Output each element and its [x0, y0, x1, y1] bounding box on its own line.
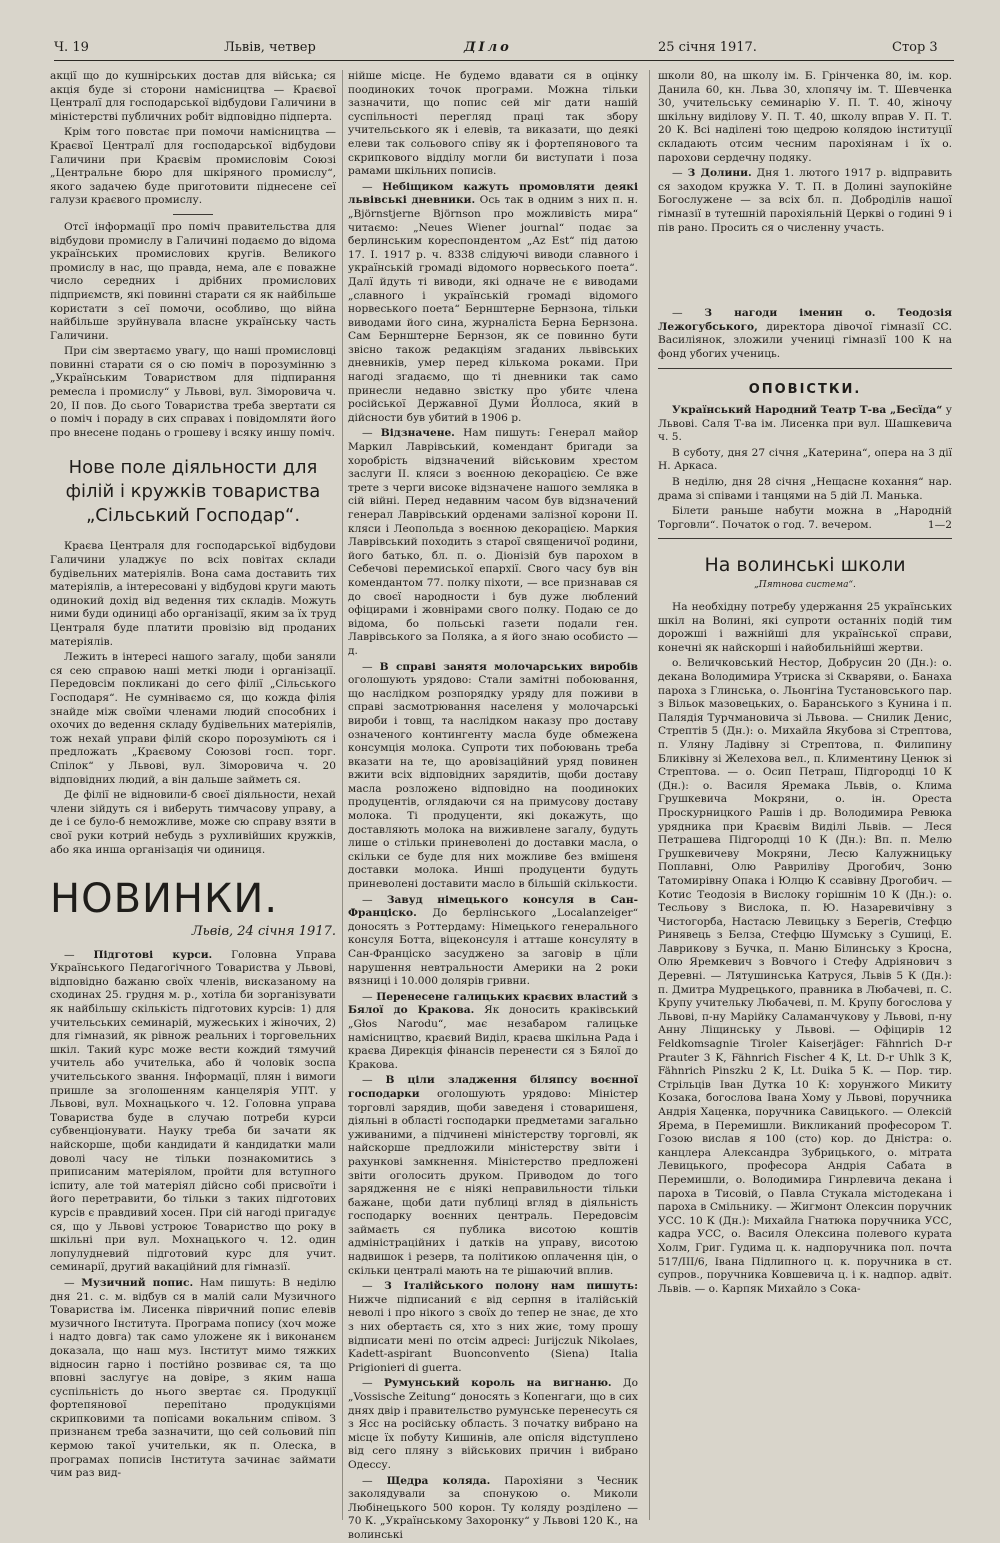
blank-space — [658, 237, 952, 307]
announcement — [658, 505, 952, 532]
masthead-title: ДІло — [464, 40, 512, 55]
issue-date: 25 січня 1917. — [658, 40, 757, 55]
announcement-text: у Львові. Саля Т-ва ім. Лисенка при вул. Шашкевича ч. 5. — [658, 404, 952, 444]
article-heading: На волинські школи — [704, 554, 906, 577]
column-divider — [342, 70, 343, 1520]
announcement: В неділю, дня 28 січня „Нещасне кохання“ нар. драма зі співами і танцями на 5 дій Л. Манька. — [658, 476, 952, 502]
paragraph: При сім звертаємо увагу, що наші промисловці повинні старати ся о сю поміч в порозумінню з „Українським Товариством для підпирання ремесла і промислу“ у Львові, вул. Зіморовича ч. 20, II пов. До сього Товариства треба звертати ся о поміч і пораду в сих справах і повідомляти його про внесене подань о грошеву і всяку иншу поміч. — [50, 345, 336, 439]
news-item-title: Підготові курси. — [93, 948, 213, 961]
dateline: Львів, 24 січня 1917. — [191, 924, 336, 940]
news-item-title: Небіщиком кажуть промовляти деякі львівські дневники. — [348, 180, 638, 207]
news-item: — З нагоди іменин о. Теодозія Лежогубського, директора дівочої гімназії СС. Василіянок, зложили учениці гімназії 100 К на фонд убогих учениць. — [658, 307, 952, 360]
news-item: — Перенесене галицьких краєвих властий з Бялої до Кракова. Як доносить краківський „Głos Narodu“, має незабаром галицьке намісництво, краєвий Виділ, краєва шкільна Рада і краєва Дирекція фінансів перенести ся з Бялої до Кракова. — [348, 990, 638, 1071]
news-item-text: оголошують урядово: Стали замітні побоювання, що наслідком розпорядку уряду для поживи в справі засмотрювання населеня у молочарські вироби і товщ, та наслідком наказу про доставу означеного контингенту масла буде обмежена консумція молока. Супроти тих побоювань треба вказати на те, що аровізаційний уряд повинен вжити всіх відповідних зарядитів, щоби доставу масла розложено відповідно на поодиноких продуцентів, оглядаючи ся на примусову доставу молока. Ті продуценти, які докажуть, що доставляють молока на виживлене загалу, будуть лише о стільки приневолені до доставки масла, о скільки се буде для них можливе без вмішеня доставки молока. Инші продуценти будуть приневолені доставити масло в більшій скількости. — [348, 674, 638, 891]
news-item: — Завуд німецького консуля в Сан-Франціско. До берлінського „Localanzeiger“ доносять з Роттердаму: Німецького генерального консуля Ботта, віцеконсуля і атташе консуляту в Сан-Франціско засуджено за заговір в цїли нарушення невтральности Америки на 2 роки вязниці і 10.000 долярів гривни. — [348, 893, 638, 988]
news-item-text: Парохіяни з Чесник заколядували за спонукою о. Миколи Любінецького 500 корон. Ту коляду розділено — 70 К. „Українському Захоронку“ у Львові 120 К., на волинські — [348, 1474, 639, 1541]
city-day: Львів, четвер — [224, 40, 316, 55]
news-item-title: В ціли зладження біляпсу воєнної господарки — [348, 1074, 638, 1100]
divider — [173, 214, 213, 215]
news-item: — Небіщиком кажуть промовляти деякі львівські дневники. Ось так в одним з них п. н. „Björnstjerne Björnson про можливість мира“ читаємо: „Neues Wiener journal“ подає за берлинським кореспондентом „Az Est“ під датою 17. I. 1917 р. ч. 8338 слідуючі виводи славного і українській громаді відомого норвеського поета“. Далї йдуть ті виводи, які одначе не є виводами „славного і українській громаді відомого норвеського поета“ Бернштерне Бернзона, тільки виводами його сина, журналіста Берна Бернзона. Сам Бернштерне Бернзон, як се повинно бути звісно також редакціям згаданих львівських дневників, умер перед кількома роками. При нагоді згадаємо, що ті дневники так само принесли недавно звістку про убитє члена російської Державної Думи Йоллоса, який в дійсности був убитий в 1906 р. — [348, 180, 638, 424]
news-item: — В ціли зладження біляпсу воєнної господарки оголошують урядово: Міністер торговлі зарядив, щоби заведеня і стоваришеня, діяльні в області господарки предметами загально уживаними, а підчинені міністерству торговлі, як найскорше предложили міністерству звіти і рахункові замкнення. Міністерство предложені звіти оголосить друком. Приводом до того зарядження не є ніякі неправильности тільки бажане, щоби дати публиці вгляд в діяльність господарку воєнних централь. Передовсім займаєть ся публика висотою коштів адміністраційних і датків на управу, висотою надвишок і резерв, та політикою оплачення цін, о скільки централі мають на те рішаючий вплив. — [348, 1074, 638, 1277]
page-header — [54, 40, 954, 61]
paragraph: Лежить в інтересі нашого загалу, щоби заняли ся сею справою наші меткі люди і організації. Передовсім покликані до сего філії „Сільського Господаря“. Не сумніваємо ся, що кожда філія знайде між своїми членами людий способних і охочих до ведення складу будівельних матеріялів, тож нехай управи філій скоро порозуміють ся і предложать „Краєвому Союзові госп. торг. Спілок“ у Львові, вул. Зіморовича ч. 20 відповідних людий, а він дальше займеть ся. — [50, 651, 336, 786]
news-item-text: Дня 1. лютого 1917 р. відправить ся заходом кружка У. Т. П. в Долині заупокійне Богослужене — за всіх бл. п. Доброділів нашої гімназії в тутешній парохіяльній Церкві о годині 9 і пів рано. Просить ся о численну участь. — [658, 167, 953, 234]
column-3 — [658, 70, 952, 1520]
news-item-title: Музичний попис. — [81, 1276, 194, 1289]
news-item: — Відзначене. Нам пишуть: Генерал майор Маркил Лаврівський, комендант бригади за хоробрість відзначений військовим хрестом заслуги II. кляси з воєнною декорацією. Се вже трете з черги високе відзначене нашого земляка в сій війні. Перед недавним часом був відзначений генерал Лаврівський орденами залізної корони II. кляси і Леопольда з воєнною декорацією. Маркия Лаврівський походить з старої священичої родини, його батько, бл. п. о. Діонізій був парохом в Себечові перемиської епархії. Свого часу був він комендантом 77. полку піхоти, — все признавав ся до своєї народности і був дуже люблений офіцирами і жовнірами свого полку. Подаю се до відома, бо польські газети подали ген. Лаврівського за Поляка, а я його знаю особисто — д. — [348, 427, 639, 657]
news-item-text: директора дівочої гімназії СС. Василіянок, зложили учениці гімназії 100 К на фонд убогих учениць. — [658, 320, 952, 360]
news-item-text: Нижче підписаний є від серпня в італійській неволі і про нікого з своїх до тепер не знає, де хто з них обертаєть ся, хто з них жиє, тому прошу відписати мені по отсім адресі: Jurijczuk Nikolaes, Kadett-aspirant Buonconvento (Siena) Italia Prigionieri di guerra. — [348, 1293, 638, 1374]
issue-number: Ч. 19 — [54, 40, 89, 55]
news-item-text: Ось так в одним з них п. н. „Björnstjerne Björnson про можливість мира“ читаємо: „Neues Wiener journal“ подає за берлинським кореспондентом „Az Est“ під датою 17. I. 1917 р. ч. 8338 слідуючі виводи славного і українській громаді відомого норвеського поета“. Далї йдуть ті виводи, які одначе не є виводами „славного і українській громаді відомого норвеського поета“ Бернштерне Бернзона, тільки виводами його сина, журналіста Берна Бернзона. Сам Бернштерне Бернзон, як се повинно бути звісно також редакціям згаданих львівських дневників, умер перед кількома роками. При нагоді згадаємо, що ті дневники так само принесли недавно звістку про убитє члена російської Державної Думи Йоллоса, який в дійсности був убитий в 1906 р. — [348, 194, 638, 424]
section-heading-news: НОВИНКИ. — [50, 876, 279, 923]
column-2 — [348, 70, 639, 1541]
news-item-text: Головна Управа Українського Педагогічного Товариства у Львові, відповідно бажаню своїх членів, висказаному на сходинах 25. грудня м. р., хотіла би зорганізувати як найбільшу скількість підготових курсів: 1) для учительських семинарій, мужеських і жіночих, 2) для гімназий, як рівнож реальних і торговельних шкіл. Такий курс може вести кождий тямучий учитель або учителька, або й чоловік зоспа учительського звання. Інформації, плян і вимоги пришле за зголошенням канцелярія УПТ. у Львові, вул. Мохнацького ч. 12. Головна управа Товариства буде в случаю потреби курси субвенціонувати. Науку треба би зачати як найскорше, щоби кандидати й кандидатки мали доволі часу не тільки познакомитись з приписаним матеріялом, пройти для вступного іспиту, але той матеріял дійсно собі присвоїти і його перетравити, бо тільки з таких підготових курсів є правдивий хосен. При сій нагоді пригадує ся, що у Львові устроює Товариство що року в шкільні при вул. Мохнацького ч. 12. один лопулудневий підготовий курс для учит. семинарії, другий вакаційний для гімназії. — [50, 948, 337, 1274]
news-item-title: Румунський король на вигнаню. — [383, 1377, 612, 1390]
paragraph: акції що до кушнірських достав для війська; ся акція буде зі сторони намісництва — Краєвої Централї для господарської відбудови Галичини в міністерстві публичних робіт відповідно підперта. — [50, 70, 336, 123]
paragraph: Краєва Централя для господарської відбудови Галичини уладжує по всіх повітах склади будівельних матеріялів. Вона сама доставить тих матеріялів, а інтересовані у відбудові круги мають одинокий дохід від ведення тих складів. Можуть ними буди одиниці або організації, яким за їх труд Централя буде платити провізію від проданих матеріялів. — [50, 540, 336, 648]
announcement-number: 1—2 — [927, 518, 952, 531]
announcement-title: Український Народний Театр Т-ва „Бесїда“ — [672, 404, 943, 417]
announcement-text: Білети раньше набути можна в „Народній Торговли“. Початок о год. 7. вечером. — [658, 505, 952, 531]
paragraph: нійше місце. Не будемо вдавати ся в оцінку поодиноких точок програми. Можна тільки зазначити, що попис сей міг дати нашій суспільності перегляд праці так збору учительського як і елевів, та виказати, що деякі елеви так сольового співу як і фортепянового та скрипкового відділу могли би виступати і поза рамами шкільних пописів. — [348, 70, 638, 178]
news-item-title: З Долини. — [687, 167, 752, 180]
paragraph: Де філії не відновили-б своєї діяльности, нехай члени зійдуть ся і виберуть тимчасову управу, а де і се було-б неможливе, може сю справу взяти в свої руки котрий небудь з рухливійших кружків, або яка инша організація чи одиниця. — [50, 789, 336, 856]
news-item-title: Відзначене. — [380, 427, 455, 440]
news-item-title: Перенесене галицьких краєвих властий з Бялої до Кракова. — [348, 990, 638, 1017]
donation-list: о. Величковський Нестор, Добрусин 20 (Дн.): о. декана Володимира Утриска зі Скваряви, о. Банаха пароха з Глинська, о. Льонгіна Тустановського пар. з Вільок мазовецьких, о. Баранського з Кунина і п. Палядія Турчмановича зі Львова. — Снилик Денис, Стрептів 5 (Дн.): о. Михайла Якубова зі Стрептова, п. Уляну Ладівну зі Стрептова, п. Филипину Бликівну зі Желехова вел., п. Климентину Ценюк зі Стрептова. — о. Осип Петраш, Підгородці 10 К (Дн.): о. Василя Яремака Львів, о. Клима Грушкевича Мокряни, о. ін. Ореста Проскурницкого Рашів і др. Володимира Ревюка урядника при Краєвім Виділі Львів. — Леся Петрашева Підгородці 10 К (Дн.): Вп. п. Мелю Грушкевичеву Мокряни, Лесю Калужницьку Поплавні, Олю Равриліву Дрогобич, Зоню Татомирівну Опака і Юлцю К ссавівну Дрогобич. — Котис Теодозія в Вислоку горішнім 10 К (Дн.): о. Тесльову з Вислока, п. Ю. Назаревичівну з Чистогорба, Настасю Левицьку з Берегів, Стефцю Ринявець з Белза, Стефцю Шумську з Сушиці, Е. Лаврикову з Бучка, п. Маню Білинську з Кросна, Олю Яремкевич з Вовчого і Стефу Адріянович з Деревні. — Лятушинська Катруся, Львів 5 К (Дн.): п. Дмитра Мудрецького, правника в Любачеві, п. С. Крупу учительку Любачеві, п. М. Крупу богослова у Львові, п-ну Марійку Саламанчукову у Львові, п-ну Анну Ліщинську у Львові. — Офіцирів 12 Feldkomsagnie Tiroler Kaiserjäger: Fähnrich D-r Prauter 3 K, Fähnrich Fischer 4 K, Lt. D-r Uhlk 3 K, Fähnrich Pinszku 2 K, Lt. Duika 5 K. — Пор. тир. Стрільців Іван Дутка 10 К: хорунжого Микиту Козака, богослова Івана Хому у Львові, поручника Андрія Хаценка, поручника Савицького. — Олексій Ярема, в Перемишли. Викликаний професором Т. Гозою вислав я 100 (сто) кор. до Дністра: о. канцлера Александра Зубрицького, о. мітрата Левицького, професора Андрія Сабата в Перемишли, о. Володимира Гинрлевича декана і пароха в Тисовій, о Павла Стукала містодекана і пароха в Смільнику. — Жигмонт Олексин поручник УСС. 10 К (Дн.): Михайла Гнатюка поручника УСС, кадра УСС, о. Василя Олексина полевого курата Холм, Григ. Гудима ц. к. надпоручника пол. почта 517/III/6, Івана Підлипного ц. к. поручника в ст. супров., поручника Ковшевича ц. і к. надпор. адвіт. Львів. — о. Карпяк Михайло з Сока- — [658, 657, 952, 1295]
divider — [658, 538, 952, 539]
divider — [658, 368, 952, 369]
news-item: — Румунський король на вигнаню. До „Vossische Zeitung“ доносять з Копенгаги, що в сих днях двір і правительство румунське перенесуть ся з Ясс на російську область. З початку вибрано на місце їх побуту Кишинів, але опісля відступлено від сего пляну з військових причин і вибрано Одессу. — [348, 1377, 638, 1471]
announcements-heading: ОПОВІСТКИ. — [748, 381, 862, 397]
paragraph: Отсї інформації про поміч правительства для відбудови промислу в Галичині подаємо до відома українських промислових кругів. Великого промислу в нас, що правда, нема, але є поважне число середних і дрібних промислових підприємств, які повинні старати ся як найбільше користати з сеї помочи, особливо, що війна найбільше зруйнувала власне українську часть Галичини. — [50, 220, 336, 342]
news-item-title: Завуд німецького консуля в Сан-Франціско. — [348, 893, 638, 920]
news-item: — В справі занятя молочарських виробів оголошують урядово: Стали замітні побоювання, що наслідком розпорядку уряду для поживи в справі засмотрювання населеня у молочарські вироби і товщ, та наслідком наказу про доставу означеного контингенту масла буде обмежена консумція молока. Супроти тих побоювань треба вказати на те, що аровізаційний уряд повинен вжити всіх відповідних зарядитів, щоби доставу масла розложено відповідно на поодиноких продуцентів, оглядаючи ся на примусову доставу молока. Ті продуценти, які докажуть, що доставляють молока на виживлене загалу, будуть лише о стільки приневолені до доставки масла, о скільки се буде для них можливе без вмішеня доставки молока. Инші продуценти будуть приневолені доставити масло в більшій скількости. — [348, 660, 638, 891]
article-subtitle: „Пятнова система“. — [754, 580, 856, 591]
announcement — [658, 404, 952, 445]
news-item: — Щедра коляда. Парохіяни з Чесник заколядували за спонукою о. Миколи Любінецького 500 корон. Ту коляду розділено — 70 К. „Українському Захоронку“ у Львові 120 К., на волинські — [348, 1474, 639, 1541]
article-heading: Нове поле діяльности для філій і кружків товариства „Сільський Господар“. — [65, 457, 321, 527]
news-item: — Музичний попис. Нам пишуть: В неділю дня 21. с. м. відбув ся в малій сали Музичного Товариства ім. Лисенка півричний попис елевів музичного Інститута. Програма попису (хоч може і надто довга) так само уложене як і виконанєм доказала, що наш муз. Інститут мимо тяжких відносин гарно і постійно розвиває ся, та що вповні заслугує на довіре, з яким наша суспільність до нього звертає ся. Продукції фортепянової перепітано продукціями скрипковими та попісами вокальним співом. З признанєм треба зазначити, що сей сольовий піп кермою такої учительки, як п. Олеска, в програмах пописів Інститута зачинає займати чим раз вид- — [50, 1276, 337, 1480]
news-item: — З Італійського полону нам пишуть: Нижче підписаний є від серпня в італійській неволі і про нікого з своїх до тепер не знає, де хто з них обертаєть ся, хто з них жиє, тому прошу відписати мені по отсім адресі: Jurijczuk Nikolaes, Kadett-aspirant Buonconvento (Siena) Italia Prigionieri di guerra. — [348, 1280, 638, 1374]
news-item-text: Нам пишуть: Генерал майор Маркил Лаврівський, комендант бригади за хоробрість відзначений військовим хрестом заслуги II. кляси з воєнною декорацією. Се вже трете з черги високе відзначене нашого земляка в сій війні. Перед недавним часом був відзначений генерал Лаврівський орденами залізної корони II. кляси і Леопольда з воєнною декорацією. Маркия Лаврівський походить з старої священичої родини, його батько, бл. п. о. Діонізій був парохом в Себечові перемиської епархії. Свого часу був він комендантом 77. полку піхоти, — все признавав ся до своєї народности і був дуже люблений офіцирами і жовнірами свого полку. Подаю се до відома, бо польські газети подали ген. Лаврівського за Поляка, а я його знаю особисто — д. — [348, 427, 639, 657]
news-item: — З Долини. Дня 1. лютого 1917 р. відправить ся заходом кружка У. Т. П. в Долині заупокійне Богослужене — за всіх бл. п. Доброділів нашої гімназії в тутешній парохіяльній Церкві о годині 9 і пів рано. Просить ся о численну участь. — [658, 167, 953, 234]
page-number: Стор 3 — [892, 40, 938, 55]
news-item-title: З нагоди іменин о. Теодозія Лежогубського, — [658, 307, 952, 333]
column-divider — [649, 70, 650, 1520]
paragraph: школи 80, на школу ім. Б. Грінченка 80, ім. кор. Данила 60, кн. Льва 30, хлопячу ім. Т. Шевченка 30, учительську семинарію У. П. Т. 40, жіночу шкільну виділову У. П. Т. 40, школу вправ У. П. Т. 20 К. Всі наділені тою щедрою колядою інституції складають отсим чесним парохіянам і їх о. парохови сердечну подяку. — [658, 70, 952, 164]
paragraph: На необхідну потребу удержання 25 українських шкіл на Волині, які супроти останніх подій тим дорожші і важнійші для української справи, конечні як найскорші і найобильнійші жертви. — [658, 601, 952, 654]
news-item-text: Як доносить краківський „Głos Narodu“, має незабаром галицьке намісництво, краєвий Виділ, краєва шкільна Рада і краєва Дирекція фінансів перенести ся з Бялої до Кракова. — [348, 1004, 638, 1071]
paragraph: Крім того повстає при помочи намісництва — Краєвої Централї для господарської відбудови Галичини при Краєвім промисловім Союзі „Центральне бюро для шкіряного промислу“, якого задачею буде приготовити піднесене сеї галузи краєвого промислу. — [50, 126, 336, 207]
news-item: — Підготові курси. Головна Управа Українського Педагогічного Товариства у Львові, відповідно бажаню своїх членів, висказаному на сходинах 25. грудня м. р., хотіла би зорганізувати як найбільшу скількість підготових курсів: 1) для учительських семинарій, мужеських і жіночих, 2) для гімназий, як рівнож реальних і торговельних шкіл. Такий курс може вести кождий тямучий учитель або учителька, або й чоловік зоспа учительського звання. Інформації, плян і вимоги пришле за зголошенням канцелярія УПТ. у Львові, вул. Мохнацького ч. 12. Головна управа Товариства буде в случаю потреби курси субвенціонувати. Науку треба би зачати як найскорше, щоби кандидати й кандидатки мали доволі часу не тільки познакомитись з приписаним матеріялом, пройти для вступного іспиту, але той матеріял дійсно собі присвоїти і його перетравити, бо тільки з таких підготових курсів є правдивий хосен. При сій нагоді пригадує ся, що у Львові устроює Товариство що року в шкільні при вул. Мохнацького ч. 12. один лопулудневий підготовий курс для учит. семинарії, другий вакаційний для гімназії. — [50, 948, 337, 1274]
news-item-text: До „Vossische Zeitung“ доносять з Копенгаги, що в сих днях двір і правительство румунське перенесуть ся з Ясс на російську область. З початку вибрано на місце їх побуту Кишинів, але опісля відступлено від сего пляну з військових причин і вибрано Одессу. — [348, 1377, 638, 1471]
news-item-text: оголошують урядово: Міністер торговлі зарядив, щоби заведеня і стоваришеня, діяльні в області господарки предметами загально уживаними, а підчинені міністерству торговлі, як найскорше предложили міністерству звіти і рахункові замкнення. Міністерство предложені звіти оголосить друком. Приводом до того зарядження не є ніякі неправильности тільки бажане, щоби дати публиці вгляд в діяльність господарку воєнних централь. Передовсім займаєть ся публика висотою коштів адміністраційних і датків на управу, висотою надвишок і резерв, та політикою оплачення цін, о скільки централі мають на те рішаючий вплив. — [348, 1087, 638, 1277]
announcement: В суботу, дня 27 січня „Катерина“, опера на 3 дії Н. Аркаса. — [658, 446, 952, 473]
news-item-text: Нам пишуть: В неділю дня 21. с. м. відбув ся в малій сали Музичного Товариства ім. Лисенка півричний попис елевів музичного Інститута. Програма попису (хоч може і надто довга) так само уложене як і виконанєм доказала, що наш муз. Інститут мимо тяжких відносин гарно і постійно розвиває ся, та що вповні заслугує на довіре, з яким наша суспільність до нього звертає ся. Продукції фортепянової перепітано продукціями скрипковими та попісами вокальним співом. З признанєм треба зазначити, що сей сольовий піп кермою такої учительки, як п. Олеска, в програмах пописів Інститута зачинає займати чим раз вид- — [50, 1276, 337, 1480]
column-1 — [50, 70, 336, 1520]
news-item-title: Щедра коляда. — [386, 1474, 491, 1487]
news-item-title: В справі занятя молочарських виробів — [379, 660, 638, 673]
news-item-title: З Італійського полону нам пишуть: — [384, 1280, 638, 1293]
news-item-text: До берлінського „Localanzeiger“ доносять з Роттердаму: Німецького генерального консуля Ботта, віцеконсуля і атташе консуляту в Сан-Франціско засуджено за заговір в цїли нарушення невтральности Америки на 2 роки вязниці і 10.000 долярів гривни. — [348, 907, 638, 988]
